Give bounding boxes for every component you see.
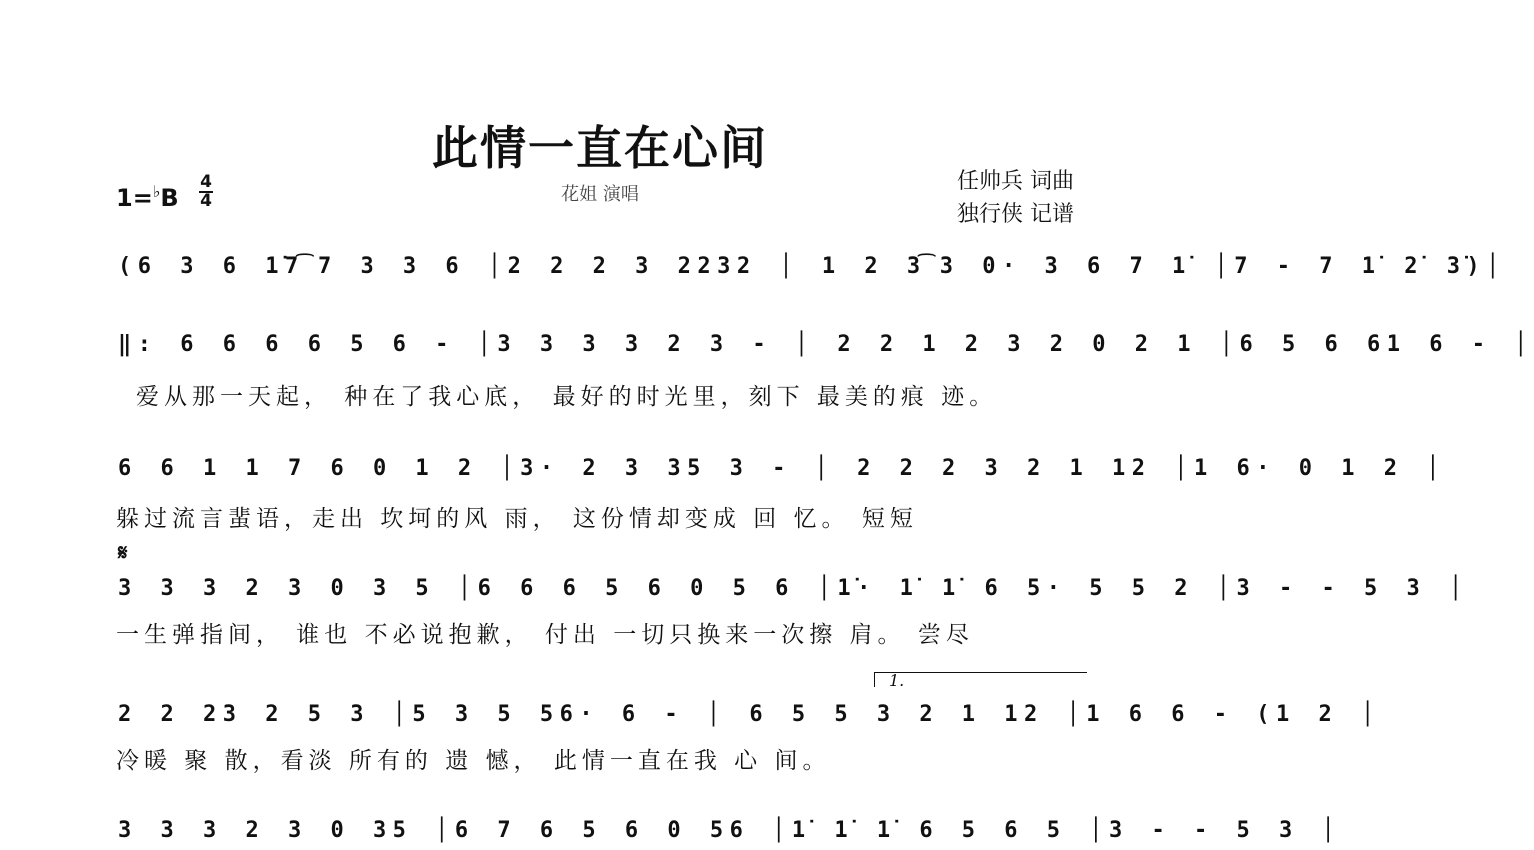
singer-credit: 花姐 演唱	[561, 184, 639, 205]
score-line-5: 2 2 23 2 5 3 │5 3 5 56· 6 - │ 6 5 5 3 2 1 12 │1 6 6 - (1 2 │	[118, 702, 1381, 727]
key-note: B	[160, 184, 179, 212]
volta-label: 1.	[889, 671, 905, 690]
time-signature	[198, 174, 214, 210]
time-denominator: 4	[200, 191, 212, 211]
lyric-line-3: 一生弹指间， 谁也 不必说抱歉， 付出 一切只换来一次擦 肩。 尝尽	[116, 622, 974, 648]
lyric-line-1: 爱从那一天起， 种在了我心底， 最好的时光里，刻下 最美的痕 迹。	[136, 384, 998, 410]
score-line-2: ‖: 6 6 6 6 5 6 - │3 3 3 3 2 3 - │ 2 2 1 2 3 2 0 2 1 │6 5 6 61 6 - │	[118, 332, 1534, 357]
score-line-6: 3 3 3 2 3 0 35 │6 7 6 5 6 0 56 │1̇ 1̇ 1̇ 6 5 6 5 │3 - - 5 3 │	[118, 818, 1342, 843]
first-ending-bracket	[874, 671, 1087, 690]
flat-sign: ♭	[152, 182, 161, 201]
key-signature	[116, 182, 179, 212]
lyric-line-4: 冷暖 聚 散，看淡 所有的 遗 憾， 此情一直在我 心 间。	[116, 748, 831, 774]
score-line-4: 3 3 3 2 3 0 3 5 │6 6 6 5 6 0 5 6 │1̇· 1̇ 1̇ 6 5· 5 5 2 │3 - - 5 3 │	[118, 576, 1469, 601]
score-line-1: (6 3 6 1̇7͡7 3 3 6 │2 2 2 3 2232 │ 1 2 3͡3 0· 3 6 7 1̇ │7 - 7 1̇ 2̇ 3̇)│	[118, 254, 1506, 279]
page-title: 此情一直在心间	[432, 121, 768, 175]
transcriber-credit: 独行侠 记谱	[957, 202, 1074, 227]
score-line-3: 6 6 1 1 7 6 0 1 2 │3· 2 3 35 3 - │ 2 2 2 3 2 1 12 │1 6· 0 1 2 │	[118, 456, 1446, 481]
composer-credit: 任帅兵 词曲	[957, 169, 1074, 194]
lyric-line-2: 躲过流言蜚语，走出 坎坷的风 雨， 这份情却变成 回 忆。 短短	[116, 506, 918, 532]
key-prefix: 1=	[116, 184, 153, 212]
time-numerator: 4	[200, 172, 212, 192]
segno-sign: 𝄋	[118, 540, 128, 566]
